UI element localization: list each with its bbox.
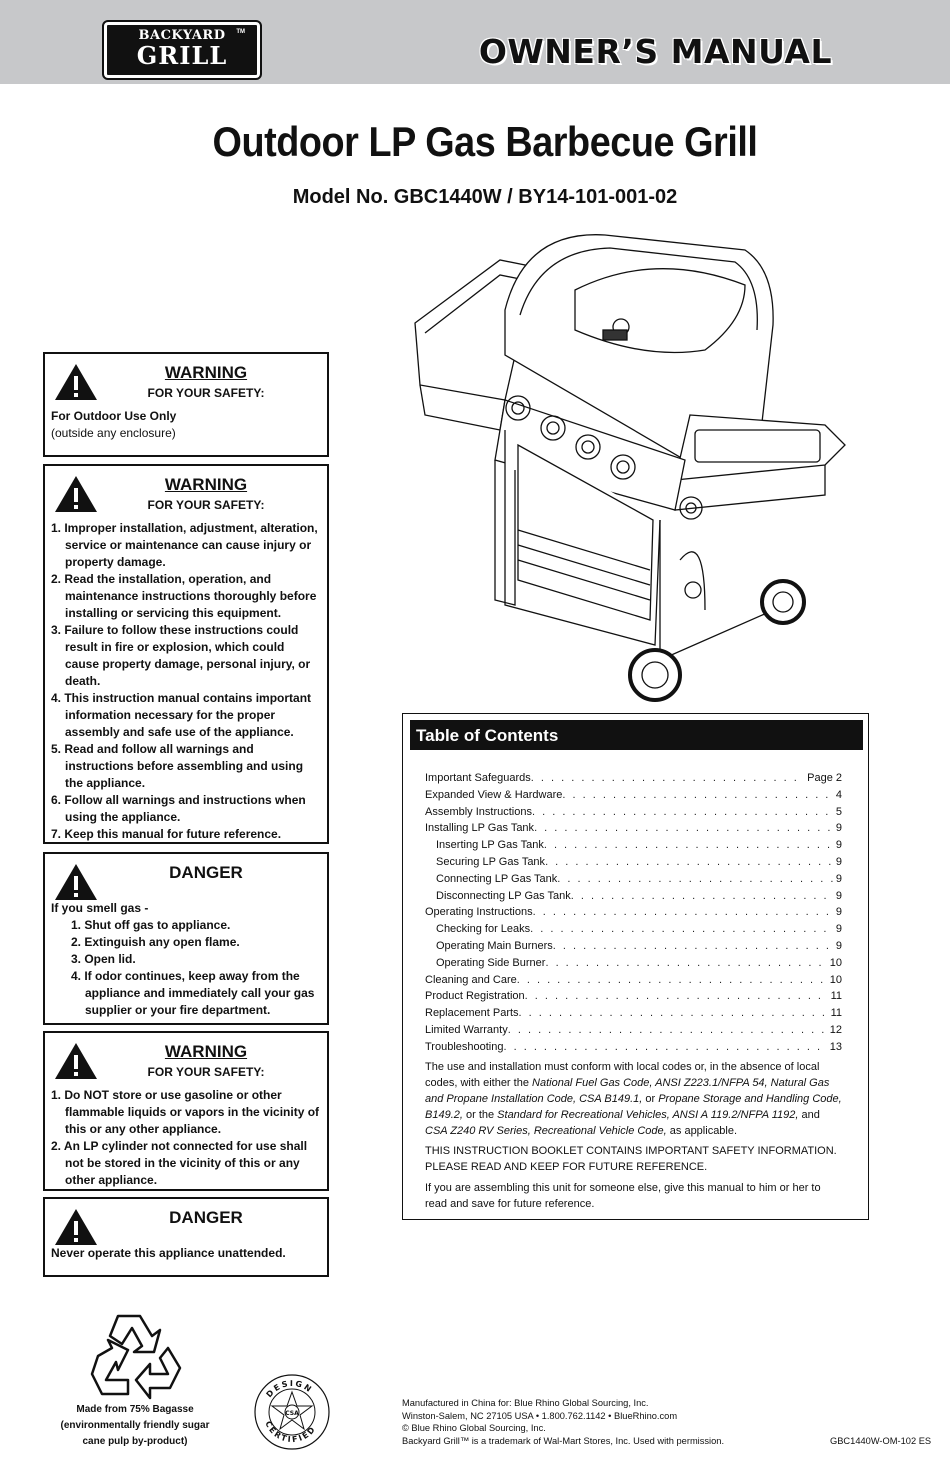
manufacturer-footer: Manufactured in China for: Blue Rhino Global Sourcing, Inc. Winston-Salem, NC 27105 USA • 1.800.762.1142 • BlueRhino.com © Blue Rhino Global Sourcing, Inc. Backyard Grill™ is a trademark of Wal-Mart Stores, Inc. Used with permission. bbox=[402, 1398, 725, 1446]
list-item: 1. Do NOT store or use gasoline or other flammable liquids or vapors in the vicinity of this or any other appliance. bbox=[51, 1088, 320, 1136]
toc-entry: Inserting LP Gas Tank . . . 9 bbox=[425, 837, 842, 854]
warning-box-outdoor bbox=[43, 352, 329, 457]
warning-heading: WARNING bbox=[164, 1042, 248, 1061]
warning-list bbox=[51, 1087, 321, 1189]
list-item: 1. Shut off gas to appliance. bbox=[71, 918, 231, 932]
toc-entry: Connecting LP Gas Tank . . . 9 bbox=[425, 871, 842, 888]
danger-text: Never operate this appliance unattended. bbox=[51, 1246, 286, 1260]
danger-intro: If you smell gas - bbox=[51, 901, 149, 915]
warning-subheading: FOR YOUR SAFETY: bbox=[147, 1065, 265, 1079]
seal-top-text: DESIGN bbox=[264, 1378, 315, 1400]
list-item: 1. Improper installation, adjustment, alteration, service or maintenance can cause injury or property damage. bbox=[51, 521, 318, 569]
danger-list bbox=[51, 917, 321, 1019]
assembling-notice: If you are assembling this unit for someone else, give this manual to him or her to read and save for future reference. bbox=[425, 1182, 821, 1210]
backyard-grill-logo: BACKYARD GRILL TM bbox=[104, 22, 260, 78]
toc-heading: Table of Contents bbox=[410, 720, 863, 750]
toc-entry: Checking for Leaks . . . 9 bbox=[425, 921, 842, 938]
grill-illustration bbox=[405, 230, 860, 705]
warning-text: (outside any enclosure) bbox=[51, 426, 176, 440]
codes-paragraph: The use and installation must conform with local codes or, in the absence of local codes, with either the National Fuel Gas Code, ANSI Z223.1/NFPA 54, Natural Gas and Propane Installation Code, CSA B149.1, or Propane Storage and Handling Code, B149.2, or the Standard for Recreational Vehicles, ANSI A 119.2/NFPA 1192, and CSA Z240 RV Series, Recreational Vehicle Code, as applicable. bbox=[425, 1061, 842, 1137]
toc-entry: Operating Side Burner . . . 10 bbox=[425, 955, 842, 972]
table-of-contents bbox=[402, 713, 869, 1220]
warning-heading: WARNING bbox=[164, 475, 248, 494]
list-item: 4. This instruction manual contains important information necessary for the proper assembly and safe use of the appliance. bbox=[51, 691, 312, 739]
toc-entry: Installing LP Gas Tank . . . 9 bbox=[425, 820, 842, 837]
toc-entry: Important Safeguards . . . Page 2 bbox=[425, 770, 842, 787]
header-bar bbox=[0, 0, 950, 84]
list-item: 7. Keep this manual for future reference. bbox=[51, 827, 282, 841]
document-number: GBC1440W-OM-102 ES bbox=[830, 1436, 932, 1446]
list-item: 4. If odor continues, keep away from the appliance and immediately call your gas supplier or your fire department. bbox=[71, 969, 315, 1017]
warning-box-storage bbox=[43, 1031, 329, 1191]
warning-triangle-icon bbox=[53, 1041, 99, 1081]
toc-entry: Product Registration . . . 11 bbox=[425, 988, 842, 1005]
list-item: 3. Open lid. bbox=[71, 952, 136, 966]
list-item: 2. Read the installation, operation, and maintenance instructions thoroughly before installing or servicing this equipment. bbox=[51, 572, 317, 620]
warning-triangle-icon bbox=[53, 474, 99, 514]
recycle-text: Made from 75% Bagasse (environmentally friendly sugar cane pulp by-product) bbox=[60, 1404, 210, 1447]
toc-entry: Operating Main Burners . . . 9 bbox=[425, 938, 842, 955]
warning-list bbox=[51, 520, 321, 843]
list-item: 2. Extinguish any open flame. bbox=[71, 935, 240, 949]
owners-manual-title: OWNER’S MANUAL bbox=[478, 32, 832, 71]
warning-triangle-icon bbox=[53, 862, 99, 902]
toc-entry: Limited Warranty . . . 12 bbox=[425, 1022, 842, 1039]
csa-design-certified-seal bbox=[252, 1372, 332, 1452]
toc-entry: Troubleshooting . . . 13 bbox=[425, 1039, 842, 1056]
warning-heading: WARNING bbox=[164, 363, 248, 382]
toc-entry: Expanded View & Hardware . . . 4 bbox=[425, 787, 842, 804]
toc-entry: Operating Instructions . . . 9 bbox=[425, 904, 842, 921]
warning-subheading: FOR YOUR SAFETY: bbox=[147, 386, 265, 400]
list-item: 5. Read and follow all warnings and instructions before assembling and using the appliance. bbox=[51, 742, 304, 790]
booklet-notice: THIS INSTRUCTION BOOKLET CONTAINS IMPORTANT SAFETY INFORMATION. PLEASE READ AND KEEP FOR FUTURE REFERENCE. bbox=[425, 1145, 837, 1173]
toc-entry: Assembly Instructions . . . 5 bbox=[425, 804, 842, 821]
toc-entry: Cleaning and Care . . . 10 bbox=[425, 972, 842, 989]
list-item: 6. Follow all warnings and instructions when using the appliance. bbox=[51, 793, 306, 824]
warning-subheading: FOR YOUR SAFETY: bbox=[147, 498, 265, 512]
warning-triangle-icon bbox=[53, 362, 99, 402]
danger-heading: DANGER bbox=[169, 1208, 243, 1227]
page-title: Outdoor LP Gas Barbecue Grill bbox=[212, 118, 758, 165]
warning-box-installation bbox=[43, 464, 329, 844]
list-item: 3. Failure to follow these instructions could result in fire or explosion, which could cause property damage, personal injury, or death. bbox=[51, 623, 311, 688]
danger-box-gas-smell bbox=[43, 852, 329, 1025]
toc-entry: Replacement Parts . . . 11 bbox=[425, 1005, 842, 1022]
list-item: 2. An LP cylinder not connected for use shall not be stored in the vicinity of this or any other appliance. bbox=[51, 1139, 308, 1187]
danger-heading: DANGER bbox=[169, 863, 243, 882]
toc-entry: Disconnecting LP Gas Tank . . . 9 bbox=[425, 888, 842, 905]
model-number: Model No. GBC1440W / BY14-101-001-02 bbox=[292, 186, 678, 208]
svg-text:CERTIFIED bbox=[263, 1420, 318, 1445]
warning-text: For Outdoor Use Only bbox=[51, 409, 177, 423]
toc-entry: Securing LP Gas Tank . . . 9 bbox=[425, 854, 842, 871]
toc-list bbox=[425, 770, 842, 1056]
danger-box-unattended bbox=[43, 1197, 329, 1277]
seal-bottom-text: CERTIFIED bbox=[263, 1419, 318, 1445]
warning-triangle-icon bbox=[53, 1207, 99, 1247]
seal-center-text: CSA bbox=[285, 1410, 299, 1417]
recycle-icon bbox=[88, 1308, 184, 1400]
